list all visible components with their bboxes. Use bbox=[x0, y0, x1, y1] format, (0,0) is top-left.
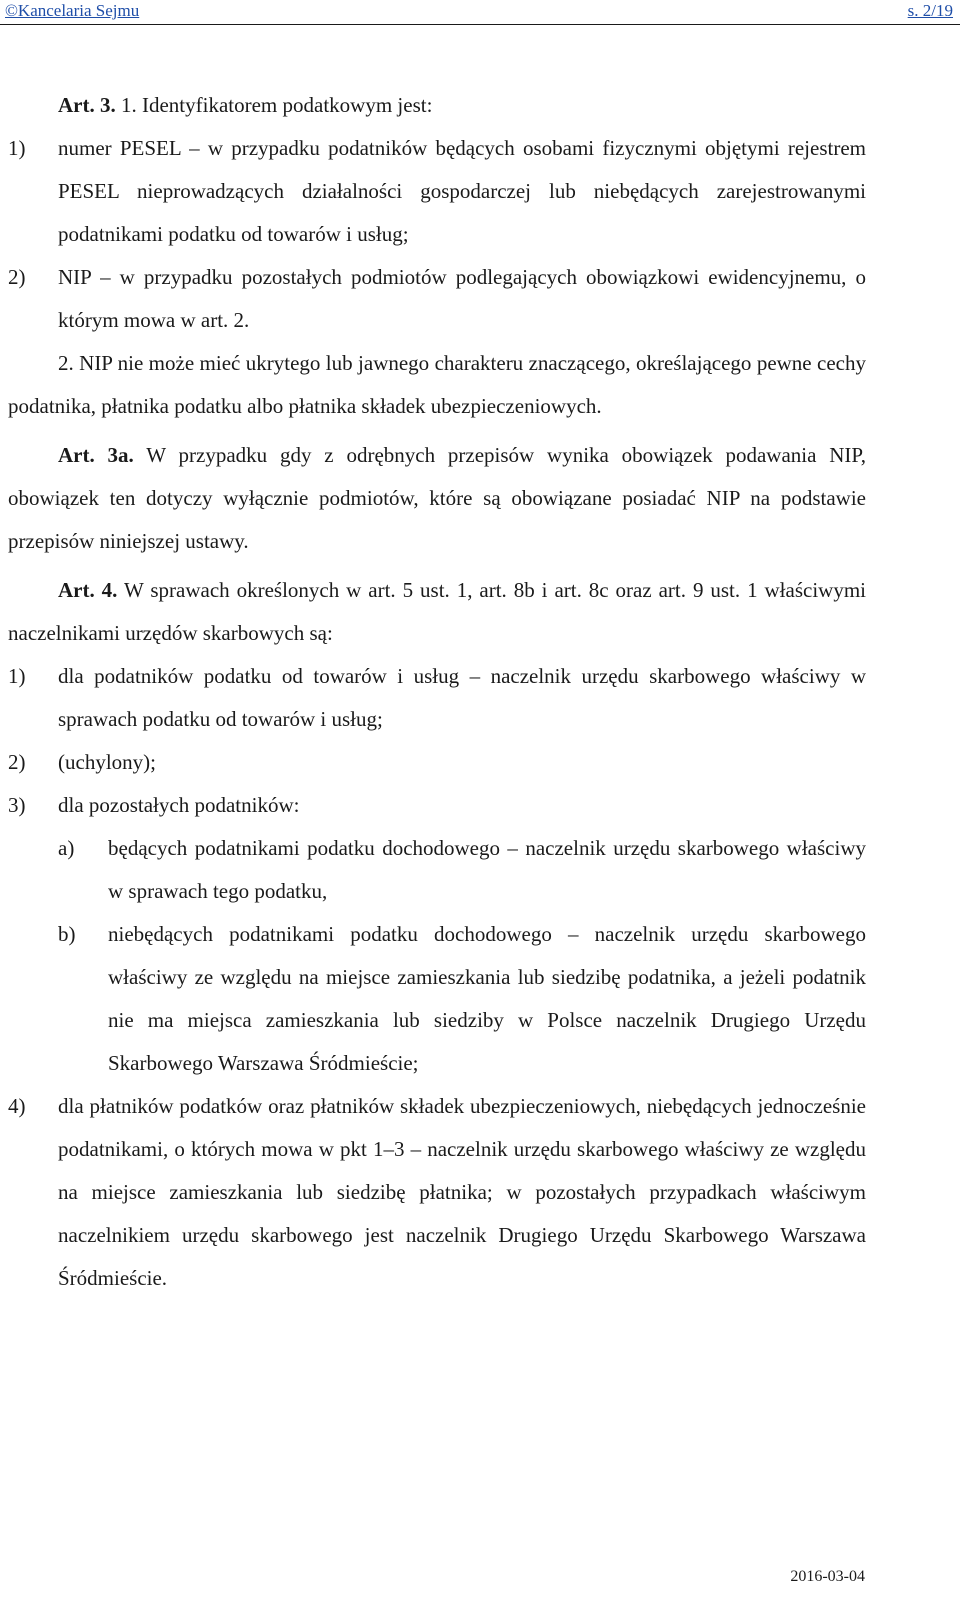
art3a-paragraph bbox=[8, 434, 866, 563]
art4-intro-text: W sprawach określonych w art. 5 ust. 1, art. 8b i art. 8c oraz art. 9 ust. 1 właściwymi naczelnikami urzędów skarbowych są: bbox=[8, 578, 866, 645]
sub-list-item bbox=[8, 827, 866, 913]
list-item-text: (uchylony); bbox=[58, 750, 156, 774]
document-date: 2016-03-04 bbox=[790, 1568, 865, 1585]
sub-list-item-letter: b) bbox=[58, 922, 76, 946]
page-number-link[interactable]: s. 2/19 bbox=[907, 1, 953, 20]
list-item bbox=[8, 127, 866, 256]
list-item-number: 3) bbox=[8, 793, 26, 817]
list-item-text: dla płatników podatków oraz płatników składek ubezpieczeniowych, niebędących jednocześnie podatnikami, o których mowa w pkt 1–3 – naczelnik urzędu skarbowego właściwy ze względu na miejsce zamieszkania lub siedzibę płatnika; w pozostałych przypadkach właściwym naczelnikiem urzędu skarbowego jest naczelnik Drugiego Urzędu Skarbowego Warszawa Śródmieście. bbox=[58, 1094, 866, 1290]
article-label: Art. 4. bbox=[58, 578, 118, 602]
article-label: Art. 3. bbox=[58, 93, 116, 117]
list-item-text: numer PESEL – w przypadku podatników będących osobami fizycznymi objętymi rejestrem PESEL nieprowadzących działalności gospodarczej lub niebędących zarejestrowanymi podatnikami podatku od towarów i usług; bbox=[58, 136, 866, 246]
art3-paragraph-2: 2. NIP nie może mieć ukrytego lub jawnego charakteru znaczącego, określającego pewne cechy podatnika, płatnika podatku albo płatnika składek ubezpieczeniowych. bbox=[8, 351, 866, 418]
art3-intro-text: 1. Identyfikatorem podatkowym jest: bbox=[120, 93, 433, 117]
list-item-number: 2) bbox=[8, 750, 26, 774]
list-item-number: 4) bbox=[8, 1094, 26, 1118]
list-item bbox=[8, 784, 866, 827]
article-label: Art. 3a. bbox=[58, 443, 134, 467]
art4-intro bbox=[8, 569, 866, 655]
list-item bbox=[8, 655, 866, 741]
sub-list-item-text: będących podatnikami podatku dochodowego – naczelnik urzędu skarbowego właściwy w sprawach tego podatku, bbox=[108, 836, 866, 903]
list-item bbox=[8, 741, 866, 784]
list-item-number: 1) bbox=[8, 136, 26, 160]
document-body bbox=[8, 84, 866, 1300]
sub-list-item bbox=[8, 913, 866, 1085]
publisher-link[interactable]: ©Kancelaria Sejmu bbox=[5, 1, 140, 20]
art3a-text: W przypadku gdy z odrębnych przepisów wynika obowiązek podawania NIP, obowiązek ten dotyczy wyłącznie podmiotów, które są obowiązane posiadać NIP na podstawie przepisów niniejszej ustawy. bbox=[8, 443, 866, 553]
list-item-number: 1) bbox=[8, 664, 26, 688]
list-item-text: dla podatników podatku od towarów i usług – naczelnik urzędu skarbowego właściwy w sprawach podatku od towarów i usług; bbox=[58, 664, 866, 731]
art3-intro bbox=[8, 84, 866, 127]
list-item bbox=[8, 1085, 866, 1300]
list-item-text: dla pozostałych podatników: bbox=[58, 793, 300, 817]
sub-list-item-text: niebędących podatnikami podatku dochodowego – naczelnik urzędu skarbowego właściwy ze względu na miejsce zamieszkania lub siedzibę podatnika, a jeżeli podatnik nie ma miejsca zamieszkania lub siedziby w Polsce naczelnik Drugiego Urzędu Skarbowego Warszawa Śródmieście; bbox=[108, 922, 866, 1075]
page-header bbox=[0, 0, 960, 25]
list-item-text: NIP – w przypadku pozostałych podmiotów podlegających obowiązkowi ewidencyjnemu, o którym mowa w art. 2. bbox=[58, 265, 866, 332]
sub-list-item-letter: a) bbox=[58, 836, 75, 860]
list-item-number: 2) bbox=[8, 265, 26, 289]
list-item bbox=[8, 256, 866, 342]
